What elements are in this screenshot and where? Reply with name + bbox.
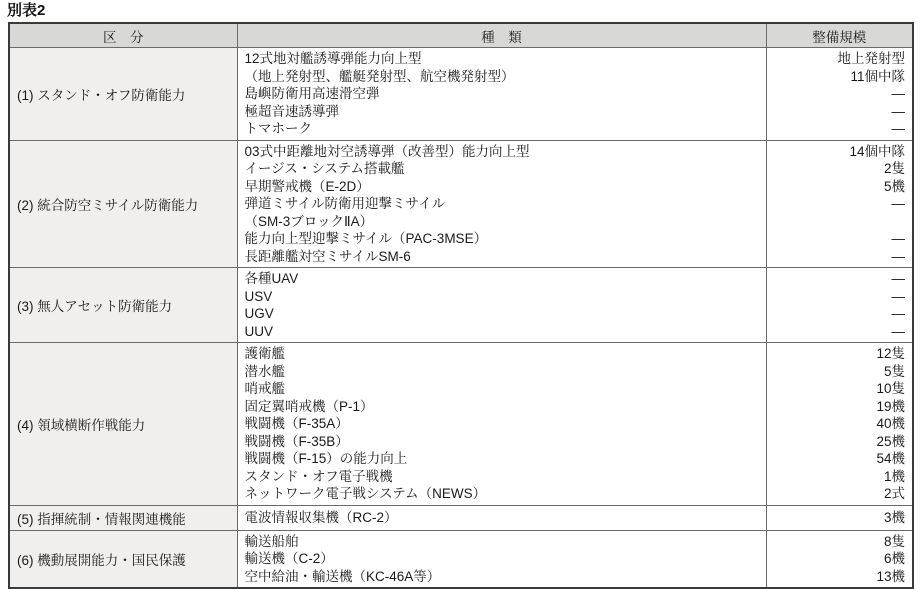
- table-row: [9, 268, 913, 343]
- type-line: イージス・システム搭載艦: [244, 161, 405, 176]
- category-cell: (2) 統合防空ミサイル防衛能力: [9, 140, 237, 268]
- col-header-type: 種 類: [237, 23, 766, 48]
- scale-line: —: [891, 196, 905, 211]
- scale-line: 6機: [883, 551, 905, 566]
- scale-line: 13機: [876, 568, 905, 584]
- table-header: [9, 23, 913, 48]
- type-line: 弾道ミサイル防衛用迎撃ミサイル: [244, 196, 446, 211]
- type-line: USV: [244, 288, 273, 304]
- type-line: （SM-3ブロックⅡA）: [244, 213, 374, 229]
- header-row: [9, 23, 913, 48]
- scale-line: —: [891, 121, 905, 136]
- type-line: 早期警戒機（E-2D）: [244, 178, 370, 194]
- type-line: 輸送機（C-2）: [244, 551, 334, 566]
- scale-line: 40機: [876, 416, 905, 431]
- scale-line: 2式: [883, 486, 905, 501]
- type-line: UGV: [244, 306, 274, 321]
- scale-line: 5機: [883, 178, 905, 194]
- type-line: 各種UAV: [244, 271, 299, 286]
- types-cell: [237, 268, 766, 343]
- types-cell: [237, 505, 766, 530]
- scale-line: —: [891, 103, 905, 119]
- types-cell: [237, 48, 766, 141]
- category-cell: (5) 指揮統制・情報関連機能: [9, 505, 237, 530]
- scale-line: 25機: [876, 433, 905, 449]
- type-line: 能力向上型迎撃ミサイル（PAC-3MSE）: [244, 231, 488, 246]
- scale-line: 3機: [883, 509, 905, 525]
- scales-cell: [766, 343, 913, 506]
- type-line: 極超音速誘導弾: [244, 103, 339, 119]
- types-cell: [237, 140, 766, 268]
- table-row: [9, 343, 913, 506]
- scale-line: 5隻: [883, 363, 905, 379]
- scales-cell: [766, 140, 913, 268]
- scale-line: 1機: [883, 468, 905, 484]
- type-line: スタンド・オフ電子戦機: [244, 468, 393, 484]
- scales-cell: [766, 530, 913, 588]
- table-row: [9, 48, 913, 141]
- table-row: [9, 530, 913, 588]
- category-cell: (4) 領域横断作戦能力: [9, 343, 237, 506]
- type-line: 固定翼哨戒機（P-1）: [244, 398, 374, 414]
- type-line: 長距離艦対空ミサイルSM-6: [244, 248, 411, 264]
- category-cell: (1) スタンド・オフ防衛能力: [9, 48, 237, 141]
- type-line: 空中給油・輸送機（KC-46A等）: [244, 568, 441, 584]
- type-line: 12式地対艦誘導弾能力向上型: [244, 51, 422, 66]
- scale-line: 14個中隊: [849, 143, 905, 159]
- type-line: トマホーク: [244, 121, 312, 136]
- scale-line: —: [891, 306, 905, 321]
- page-title: 別表2: [7, 2, 46, 19]
- equipment-table: [8, 22, 914, 589]
- scale-line: 8隻: [883, 533, 905, 549]
- type-line: 戦闘機（F-15）の能力向上: [244, 451, 408, 466]
- category-cell: (3) 無人アセット防衛能力: [9, 268, 237, 343]
- type-line: 哨戒艦: [244, 381, 285, 396]
- table-row: [9, 140, 913, 268]
- scale-line: 2隻: [883, 161, 905, 176]
- scale-line: 19機: [876, 398, 905, 414]
- scale-line: —: [891, 86, 905, 101]
- scales-cell: [766, 505, 913, 530]
- type-line: 島嶼防衛用高速滑空弾: [244, 86, 380, 101]
- col-header-scale: 整備規模: [766, 23, 913, 48]
- scale-line: —: [891, 288, 905, 304]
- type-line: 戦闘機（F-35A）: [244, 416, 349, 431]
- scale-line: 10隻: [876, 381, 905, 396]
- scale-line: —: [891, 248, 905, 264]
- scale-line: 地上発射型: [837, 51, 905, 66]
- types-cell: [237, 530, 766, 588]
- type-line: 戦闘機（F-35B）: [244, 433, 349, 449]
- type-line: 護衛艦: [244, 346, 285, 361]
- scales-cell: [766, 268, 913, 343]
- scales-cell: [766, 48, 913, 141]
- table-body: [9, 48, 913, 589]
- scale-line: 12隻: [876, 346, 905, 361]
- category-cell: (6) 機動展開能力・国民保護: [9, 530, 237, 588]
- table-row: [9, 505, 913, 530]
- type-line: 潜水艦: [244, 363, 285, 379]
- col-header-category: 区 分: [9, 23, 237, 48]
- scale-line: —: [891, 323, 905, 339]
- scale-line: 54機: [876, 451, 905, 466]
- types-cell: [237, 343, 766, 506]
- type-line: 03式中距離地対空誘導弾（改善型）能力向上型: [244, 143, 530, 159]
- scale-line: 11個中隊: [850, 68, 905, 84]
- scale-line: [771, 213, 906, 231]
- scale-line: —: [891, 271, 905, 286]
- scale-line: —: [891, 231, 905, 246]
- type-line: 輸送船舶: [244, 533, 299, 549]
- type-line: （地上発射型、艦艇発射型、航空機発射型）: [244, 68, 515, 84]
- type-line: UUV: [244, 323, 274, 339]
- type-line: 電波情報収集機（RC-2）: [244, 509, 398, 525]
- type-line: ネットワーク電子戦システム（NEWS）: [244, 486, 487, 501]
